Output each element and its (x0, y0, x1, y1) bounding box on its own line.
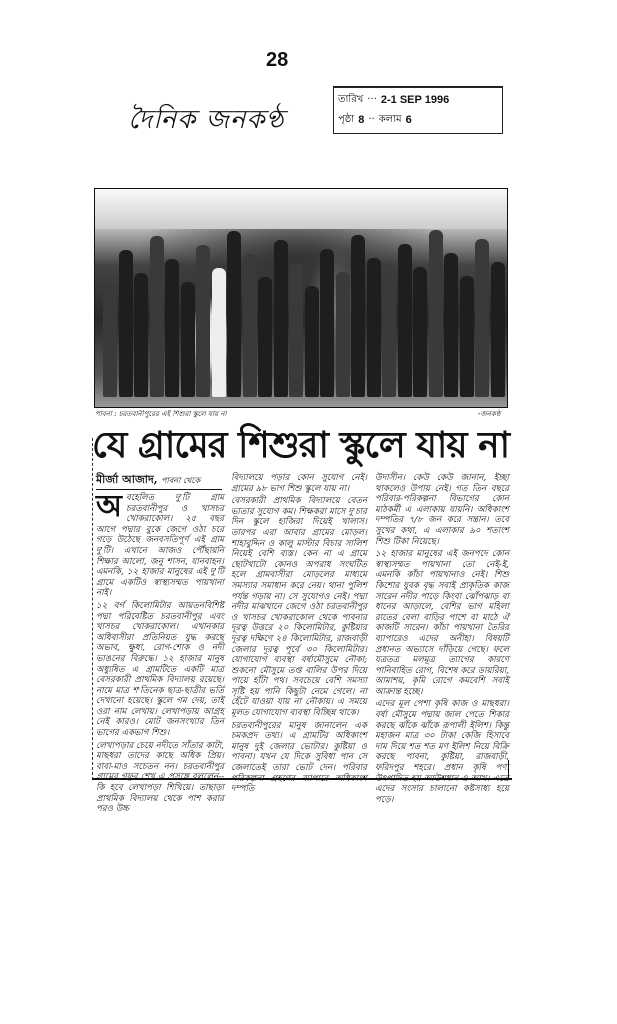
child-silhouette (119, 250, 133, 397)
page-value: 8 (358, 114, 365, 126)
paragraph: বহেলিত দু'টি গ্রাম চরতবানীপুর ও খাসচর খোকরাকোল। ২৫ বছর আগে পদ্মার বুকে জেগে ওঠা চরে গড়ে উঠেছে জনবসতিপূর্ণ এই গ্রাম দু'টি। এখানে আজও পৌঁছায়নি শিক্ষার আলো, জনু শাসন, যানবাহন। এমনকি, ১২ হাজার মানুষের এই দু'টি গ্রামে একটিও স্বাস্থ্যসম্মত পায়খানা নাই। (96, 493, 224, 599)
child-silhouette (181, 282, 195, 397)
child-silhouette (413, 267, 427, 397)
photo-caption: পাবনা : চরতবানীপুরের এই শিশুরা স্কুলে যায় না (95, 410, 227, 418)
child-silhouette (165, 259, 179, 397)
child-silhouette (382, 281, 396, 397)
child-silhouette (227, 231, 241, 397)
photo-credit: -জনকণ্ঠ (478, 410, 501, 418)
clipping-bottom-rule (92, 778, 512, 780)
child-silhouette (258, 277, 272, 397)
dateline: পাবনা থেকে (161, 476, 201, 485)
column-divider (92, 438, 93, 780)
child-silhouette (351, 235, 365, 397)
paragraph: বিদ্যালয়ে পড়ার কোন সুযোগ নেই। গ্রামের ৯৮ ভাগ শিশু স্কুলে যায় না। (231, 473, 367, 494)
child-silhouette (134, 273, 148, 397)
page-number: 28 (266, 49, 289, 71)
article-column-1 (96, 489, 224, 817)
drop-cap: অ (96, 489, 122, 524)
child-silhouette (320, 249, 334, 397)
child-silhouette (243, 254, 257, 397)
column-label: কলাম (378, 114, 402, 125)
child-silhouette (103, 287, 117, 397)
child-silhouette (475, 239, 489, 397)
paragraph: চরতবানীপুরের মানুষ জানালেন এক চমকপ্রদ তথ্য। এ গ্রামটির অধিকাংশ মানুষ দুই জেলার ভোটার। কুষ্টিয়া ও পাবনা। যখন যে দিকে সুবিধা পান সে জেলাতেই তারা ভোট দেন। পরিবার পরিকল্পনা গ্রহণের ব্যাপারে অধিকাংশ দম্পতি (231, 720, 367, 795)
children-photo (94, 188, 508, 408)
paragraph: এদের মূল পেশা কৃষি কাজ ও মাছধরা। বর্ষা মৌসুমে পদ্মায় জাল পেতে শিকার করছে ঝাঁকে ঝাঁকে রূপালী ইলিশ। কিন্তু মহাজন মাত্র ৩০ টাকা কেজি হিসাবে দাম দিয়ে শত শত মণ ইলিশ নিয়ে বিক্রি করছে পাবনা, কুষ্টিয়া, রাজবাড়ী, ফরিদপুর শহরে। প্রধান কৃষি পণ্য উৎপাদিত হয় আউশধান ও আখ। এতে এদের সংসার চালানো কষ্টসাধ্য হয়ে পড়ে। (375, 699, 509, 805)
child-silhouette (460, 276, 474, 397)
child-silhouette (429, 230, 443, 397)
date-value: 2-1 SEP 1996 (380, 94, 450, 106)
archive-stamp: তারিখ ··· 2-1 SEP 1996 পৃষ্ঠা 8 ·· কলাম 6 (333, 86, 503, 134)
paragraph: লেখাপড়ার চেয়ে নদীতে সাঁতার কাটা, মাছধরা তাদের কাছে অধিক প্রিয়। বাবা-মাও সচেতন নন। চরতবানীপুর গ্রামের গফুর শেখ এ প্রসঙ্গে বললেন-- কি হবে লেখাপড়া শিখিয়ে। তাছাড়া প্রাথমিক বিদ্যালয় থেকে পাশ করার পরও উচ্চ (96, 740, 224, 815)
date-label: তারিখ (338, 94, 364, 105)
paragraph: ১২ হাজার মানুষের এই জনপদে কোন স্বাস্থ্যসম্মত পায়খানা তো নেই-ই, এমনকি কাঁচা পায়খানাও নেই। শিশু কিশোর যুবক বৃদ্ধ সবাই প্রাকৃতিক কাজ সারেন নদীর পাড়ে কিংবা ঝোঁপঝাড় বা ধানের আড়ালে, বেশির ভাগ মহিলা রাতের বেলা বাড়ির পাশে বা মাঠে ঐ কাজটি সারেন। কাঁচা পায়খানা তৈরির ব্যাপারেও এদের অনীহা। বিষয়টি প্রধানত অভ্যাসে দাঁড়িয়ে গেছে। ফলে যত্রতত্র মলমূত্র ত্যাগের কারণে পানিবাহিত রোগ, বিশেষ করে ডায়রিয়া, আমাশয়, কৃমি রোগে কমবেশি সবাই আক্রান্ত হচ্ছে। (375, 549, 509, 697)
child-silhouette (367, 258, 381, 397)
newspaper-masthead: দৈনিক জনকণ্ঠ (128, 105, 285, 135)
page-label: পৃষ্ঠা (338, 114, 355, 125)
child-silhouette (274, 240, 288, 397)
child-silhouette (398, 244, 412, 397)
child-silhouette (196, 245, 210, 397)
child-silhouette (444, 253, 458, 397)
article-column-2 (231, 473, 367, 797)
article-headline: যে গ্রামের শিশুরা স্কুলে যায় না (92, 424, 510, 466)
child-silhouette (150, 236, 164, 397)
child-silhouette (336, 272, 350, 397)
column-value: 6 (405, 114, 412, 126)
article-column-3 (375, 473, 509, 807)
author-name: মীর্জা আজাদ, (96, 473, 158, 486)
child-silhouette (289, 263, 303, 397)
clipping-corner-mark (508, 760, 509, 778)
paragraph: ১২ বর্গ কিলোমিটার আয়তনবিশিষ্ট পদ্মা পরিবেষ্টিত চরতবানীপুর এবং খাসচর খোকরাকোল। এখানকার অধিবাসীরা প্রতিনিয়ত যুদ্ধ করছে অভাব, ক্ষুধা, রোগ-শোক ও নদী ভাঙনের বিরুদ্ধে। ১২ হাজার মানুষ অধ্যুষিত এ গ্রামটিতে একটি মাত্র বেসরকারী প্রাথমিক বিদ্যালয় রয়েছে। নামে মাত্র শ'তিনেক ছাত্র-ছাত্রীর ভর্তি দেখানো হয়েছে। স্কুলে গম দেয়, তাই ওরা নাম লেখায়। লেখাপড়ায় আগ্রহ নেই কারও। মোট জনসংখ্যার তিন ভাগের একভাগ শিশু। (96, 600, 224, 739)
child-silhouette (305, 286, 319, 397)
child-silhouette (212, 268, 226, 397)
paragraph: বেসরকারী প্রাথমিক বিদ্যালয়ে বেতন ভাতার সুযোগ কম। শিক্ষকরা মাসে দু'চার দিন স্কুলে হাজিরা দিয়েই খালাস। তারপর এরা আবার গ্রামের মোড়ল। শাহাবুদ্দিন ও কালু মাস্টার বিচার সালিশ নিয়েই বেশি ব্যস্ত। কেন না এ গ্রামে ছোটখাটো কোনও অপরাধ সংঘটিত হলে গ্রামবাসীরা মোড়লের মাধ্যমে সমস্যার সমাধান করে নেয়। থানা পুলিশ পর্যন্ত গড়ায় না। সে সুযোগও নেই। পদ্মা নদীর মাঝখানে জেগে ওঠা চরতবানীপুর ও খাসচর খোকরাকোল থেকে পাবনার দূরত্ব উত্তরে ২০ কিলোমিটার, কুষ্টিয়ার দূরত্ব দক্ষিণে ২৪ কিলোমিটার, রাজবাড়ী জেলার দূরত্ব পূর্বে ৩০ কিলোমিটার। যোগাযোগ ব্যবস্থা বর্ষামৌসুমে নৌকা; শুকনো মৌসুমে তপ্ত বালির উপর দিয়ে পায়ে হাঁটা পথ। সবচেয়ে বেশি সমস্যা সৃষ্টি হয় পানি কিছুটা নেমে গেলে। না হেঁটে যাওয়া যায় না নৌকায়। এ সময়ে মূলত যোগাযোগ ব্যবস্থা বিচ্ছিন্ন থাকে। (231, 496, 367, 719)
byline (96, 473, 200, 488)
paragraph: উদাসীন। কেউ কেউ জানান, ইচ্ছা থাকলেও উপায় নেই। গত তিন বছরে পরিবার-পরিকল্পনা বিভাগের কোন মাঠকর্মী এ এলাকায় যায়নি। অধিকাংশ দম্পতির ৭/৮ জন করে সন্তান। তবে সুখের কথা, এ এলাকার ৯০ শতাংশ শিশু টিকা নিয়েছে। (375, 473, 509, 547)
child-silhouette (491, 262, 505, 397)
